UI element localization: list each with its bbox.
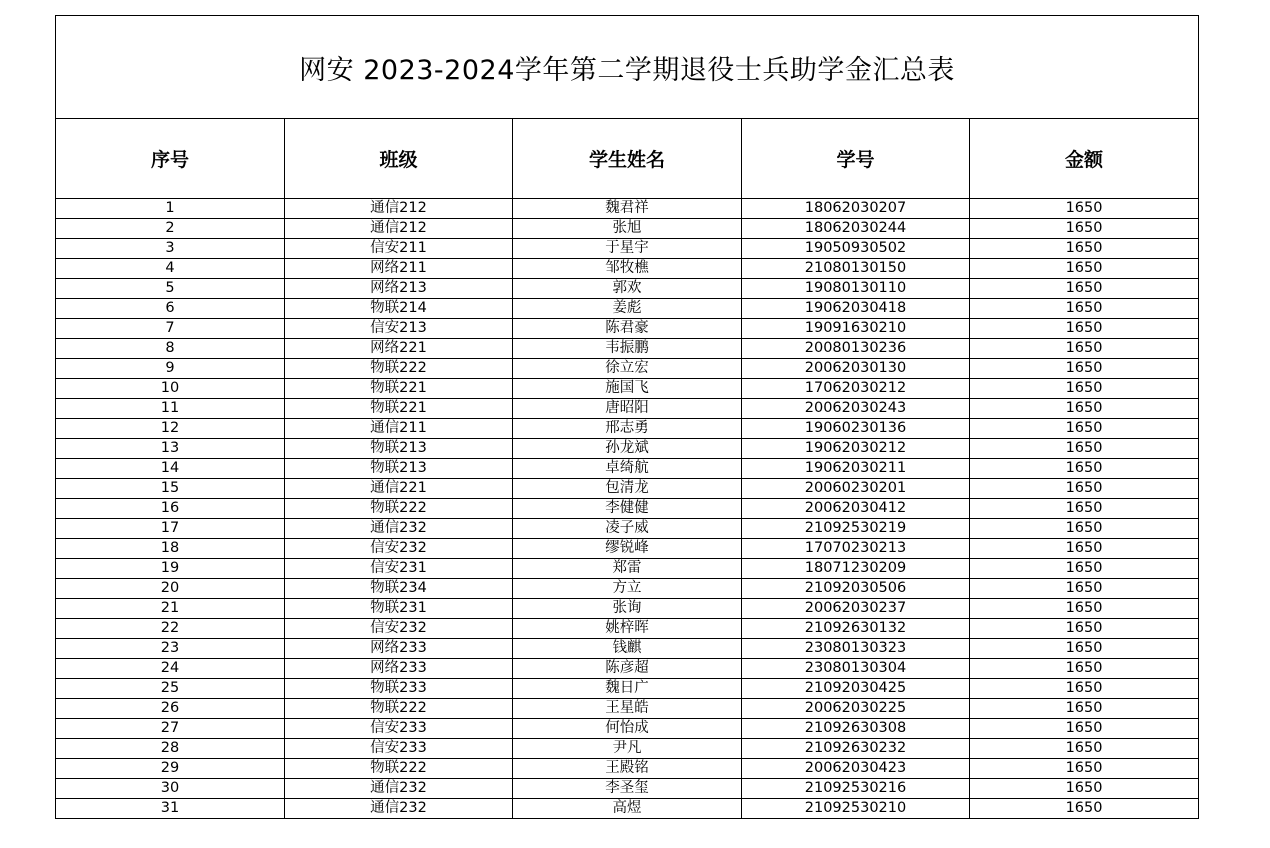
cell-amount: 1650 — [970, 659, 1199, 679]
cell-seq: 8 — [56, 339, 285, 359]
cell-amount: 1650 — [970, 379, 1199, 399]
cell-student-name: 王星皓 — [513, 699, 742, 719]
cell-class: 物联213 — [285, 439, 513, 459]
cell-seq: 10 — [56, 379, 285, 399]
cell-student-id: 21092630232 — [742, 739, 970, 759]
table-row — [56, 439, 1199, 459]
cell-student-id: 20062030423 — [742, 759, 970, 779]
table-row — [56, 399, 1199, 419]
cell-class: 物联231 — [285, 599, 513, 619]
cell-class: 通信232 — [285, 519, 513, 539]
table-row — [56, 699, 1199, 719]
cell-student-id: 23080130304 — [742, 659, 970, 679]
cell-seq: 31 — [56, 799, 285, 819]
cell-amount: 1650 — [970, 199, 1199, 219]
cell-seq: 26 — [56, 699, 285, 719]
cell-seq: 21 — [56, 599, 285, 619]
cell-student-id: 18062030244 — [742, 219, 970, 239]
table-row — [56, 599, 1199, 619]
cell-class: 物联222 — [285, 759, 513, 779]
cell-class: 网络211 — [285, 259, 513, 279]
cell-class: 物联221 — [285, 379, 513, 399]
cell-student-name: 张旭 — [513, 219, 742, 239]
cell-seq: 20 — [56, 579, 285, 599]
cell-student-id: 20080130236 — [742, 339, 970, 359]
table-row — [56, 479, 1199, 499]
header-amount: 金额 — [970, 119, 1199, 199]
subsidy-summary-table — [55, 15, 1199, 819]
cell-student-id: 18071230209 — [742, 559, 970, 579]
cell-seq: 9 — [56, 359, 285, 379]
cell-student-name: 施国飞 — [513, 379, 742, 399]
cell-student-id: 20062030243 — [742, 399, 970, 419]
cell-class: 网络221 — [285, 339, 513, 359]
cell-seq: 27 — [56, 719, 285, 739]
cell-class: 物联222 — [285, 359, 513, 379]
cell-student-name: 孙龙斌 — [513, 439, 742, 459]
cell-class: 信安213 — [285, 319, 513, 339]
cell-student-id: 19062030418 — [742, 299, 970, 319]
table-row — [56, 299, 1199, 319]
cell-seq: 22 — [56, 619, 285, 639]
table-row — [56, 359, 1199, 379]
cell-amount: 1650 — [970, 699, 1199, 719]
table-row — [56, 379, 1199, 399]
cell-amount: 1650 — [970, 779, 1199, 799]
cell-amount: 1650 — [970, 299, 1199, 319]
table-body — [56, 199, 1199, 819]
cell-student-id: 20062030412 — [742, 499, 970, 519]
cell-student-name: 王殿铭 — [513, 759, 742, 779]
cell-student-name: 凌子威 — [513, 519, 742, 539]
cell-student-name: 陈君豪 — [513, 319, 742, 339]
cell-amount: 1650 — [970, 399, 1199, 419]
cell-seq: 4 — [56, 259, 285, 279]
cell-amount: 1650 — [970, 519, 1199, 539]
table-row — [56, 219, 1199, 239]
cell-class: 网络233 — [285, 659, 513, 679]
cell-class: 物联222 — [285, 499, 513, 519]
cell-student-name: 姜彪 — [513, 299, 742, 319]
cell-student-id: 19062030211 — [742, 459, 970, 479]
cell-student-name: 邢志勇 — [513, 419, 742, 439]
cell-student-id: 21092630308 — [742, 719, 970, 739]
cell-student-name: 李圣玺 — [513, 779, 742, 799]
cell-student-id: 21092030506 — [742, 579, 970, 599]
cell-seq: 18 — [56, 539, 285, 559]
table-row — [56, 679, 1199, 699]
cell-seq: 3 — [56, 239, 285, 259]
cell-amount: 1650 — [970, 579, 1199, 599]
table-row — [56, 319, 1199, 339]
table-row — [56, 519, 1199, 539]
cell-amount: 1650 — [970, 539, 1199, 559]
cell-student-id: 20062030225 — [742, 699, 970, 719]
cell-student-name: 邹牧樵 — [513, 259, 742, 279]
cell-student-id: 17070230213 — [742, 539, 970, 559]
cell-student-id: 19060230136 — [742, 419, 970, 439]
cell-student-id: 20062030237 — [742, 599, 970, 619]
cell-student-name: 张询 — [513, 599, 742, 619]
cell-student-name: 尹凡 — [513, 739, 742, 759]
cell-class: 信安211 — [285, 239, 513, 259]
cell-seq: 19 — [56, 559, 285, 579]
header-student-id: 学号 — [742, 119, 970, 199]
cell-student-id: 21092530216 — [742, 779, 970, 799]
table-row — [56, 759, 1199, 779]
cell-seq: 5 — [56, 279, 285, 299]
cell-amount: 1650 — [970, 739, 1199, 759]
cell-student-name: 魏日广 — [513, 679, 742, 699]
cell-seq: 14 — [56, 459, 285, 479]
cell-class: 网络233 — [285, 639, 513, 659]
cell-seq: 7 — [56, 319, 285, 339]
cell-seq: 29 — [56, 759, 285, 779]
cell-class: 信安232 — [285, 539, 513, 559]
cell-class: 信安233 — [285, 739, 513, 759]
table-row — [56, 579, 1199, 599]
cell-class: 信安232 — [285, 619, 513, 639]
cell-seq: 30 — [56, 779, 285, 799]
cell-amount: 1650 — [970, 559, 1199, 579]
cell-class: 物联214 — [285, 299, 513, 319]
cell-class: 通信211 — [285, 419, 513, 439]
cell-student-id: 21092030425 — [742, 679, 970, 699]
cell-student-name: 郑雷 — [513, 559, 742, 579]
cell-amount: 1650 — [970, 479, 1199, 499]
table-row — [56, 779, 1199, 799]
cell-amount: 1650 — [970, 439, 1199, 459]
cell-seq: 15 — [56, 479, 285, 499]
cell-student-name: 钱麒 — [513, 639, 742, 659]
header-seq: 序号 — [56, 119, 285, 199]
cell-student-name: 包清龙 — [513, 479, 742, 499]
table-row — [56, 739, 1199, 759]
table-row — [56, 619, 1199, 639]
cell-amount: 1650 — [970, 359, 1199, 379]
cell-student-name: 卓绮航 — [513, 459, 742, 479]
cell-student-name: 缪锐峰 — [513, 539, 742, 559]
cell-student-id: 21092530219 — [742, 519, 970, 539]
cell-student-name: 魏君祥 — [513, 199, 742, 219]
cell-amount: 1650 — [970, 319, 1199, 339]
cell-class: 物联233 — [285, 679, 513, 699]
cell-student-name: 于星宇 — [513, 239, 742, 259]
cell-class: 物联213 — [285, 459, 513, 479]
cell-student-name: 姚梓晖 — [513, 619, 742, 639]
cell-class: 通信212 — [285, 199, 513, 219]
cell-student-id: 18062030207 — [742, 199, 970, 219]
cell-student-id: 19062030212 — [742, 439, 970, 459]
cell-student-id: 19080130110 — [742, 279, 970, 299]
cell-seq: 12 — [56, 419, 285, 439]
cell-amount: 1650 — [970, 619, 1199, 639]
cell-seq: 2 — [56, 219, 285, 239]
table-row — [56, 419, 1199, 439]
table-row — [56, 639, 1199, 659]
cell-student-id: 23080130323 — [742, 639, 970, 659]
cell-amount: 1650 — [970, 719, 1199, 739]
sheet-title: 网安 2023-2024学年第二学期退役士兵助学金汇总表 — [56, 16, 1199, 119]
cell-class: 网络213 — [285, 279, 513, 299]
cell-class: 信安233 — [285, 719, 513, 739]
cell-amount: 1650 — [970, 599, 1199, 619]
table-row — [56, 459, 1199, 479]
cell-seq: 17 — [56, 519, 285, 539]
cell-student-name: 何怡成 — [513, 719, 742, 739]
cell-seq: 13 — [56, 439, 285, 459]
table-row — [56, 199, 1199, 219]
cell-amount: 1650 — [970, 279, 1199, 299]
table-row — [56, 279, 1199, 299]
cell-amount: 1650 — [970, 679, 1199, 699]
cell-student-id: 21080130150 — [742, 259, 970, 279]
cell-seq: 6 — [56, 299, 285, 319]
cell-student-id: 19091630210 — [742, 319, 970, 339]
cell-class: 物联234 — [285, 579, 513, 599]
cell-amount: 1650 — [970, 419, 1199, 439]
cell-seq: 23 — [56, 639, 285, 659]
table-row — [56, 659, 1199, 679]
header-row — [56, 119, 1199, 199]
cell-student-name: 郭欢 — [513, 279, 742, 299]
cell-student-name: 高煜 — [513, 799, 742, 819]
cell-student-name: 徐立宏 — [513, 359, 742, 379]
table-row — [56, 539, 1199, 559]
cell-student-name: 韦振鹏 — [513, 339, 742, 359]
cell-seq: 1 — [56, 199, 285, 219]
table-row — [56, 559, 1199, 579]
table-row — [56, 339, 1199, 359]
table-row — [56, 259, 1199, 279]
cell-amount: 1650 — [970, 219, 1199, 239]
cell-amount: 1650 — [970, 259, 1199, 279]
cell-seq: 11 — [56, 399, 285, 419]
cell-class: 信安231 — [285, 559, 513, 579]
cell-amount: 1650 — [970, 459, 1199, 479]
cell-class: 通信232 — [285, 779, 513, 799]
cell-student-name: 方立 — [513, 579, 742, 599]
cell-seq: 24 — [56, 659, 285, 679]
cell-amount: 1650 — [970, 239, 1199, 259]
table-row — [56, 719, 1199, 739]
cell-seq: 28 — [56, 739, 285, 759]
cell-seq: 25 — [56, 679, 285, 699]
cell-class: 通信232 — [285, 799, 513, 819]
cell-student-id: 20062030130 — [742, 359, 970, 379]
cell-class: 通信212 — [285, 219, 513, 239]
cell-amount: 1650 — [970, 339, 1199, 359]
cell-amount: 1650 — [970, 799, 1199, 819]
cell-seq: 16 — [56, 499, 285, 519]
cell-student-name: 陈彦超 — [513, 659, 742, 679]
cell-student-name: 李健健 — [513, 499, 742, 519]
cell-amount: 1650 — [970, 639, 1199, 659]
cell-amount: 1650 — [970, 759, 1199, 779]
header-class: 班级 — [285, 119, 513, 199]
header-student-name: 学生姓名 — [513, 119, 742, 199]
cell-class: 物联222 — [285, 699, 513, 719]
cell-class: 通信221 — [285, 479, 513, 499]
cell-student-id: 20060230201 — [742, 479, 970, 499]
table-row — [56, 239, 1199, 259]
table-row — [56, 499, 1199, 519]
cell-student-id: 21092630132 — [742, 619, 970, 639]
cell-student-id: 17062030212 — [742, 379, 970, 399]
table-row — [56, 799, 1199, 819]
cell-student-id: 19050930502 — [742, 239, 970, 259]
cell-amount: 1650 — [970, 499, 1199, 519]
cell-student-id: 21092530210 — [742, 799, 970, 819]
cell-student-name: 唐昭阳 — [513, 399, 742, 419]
cell-class: 物联221 — [285, 399, 513, 419]
